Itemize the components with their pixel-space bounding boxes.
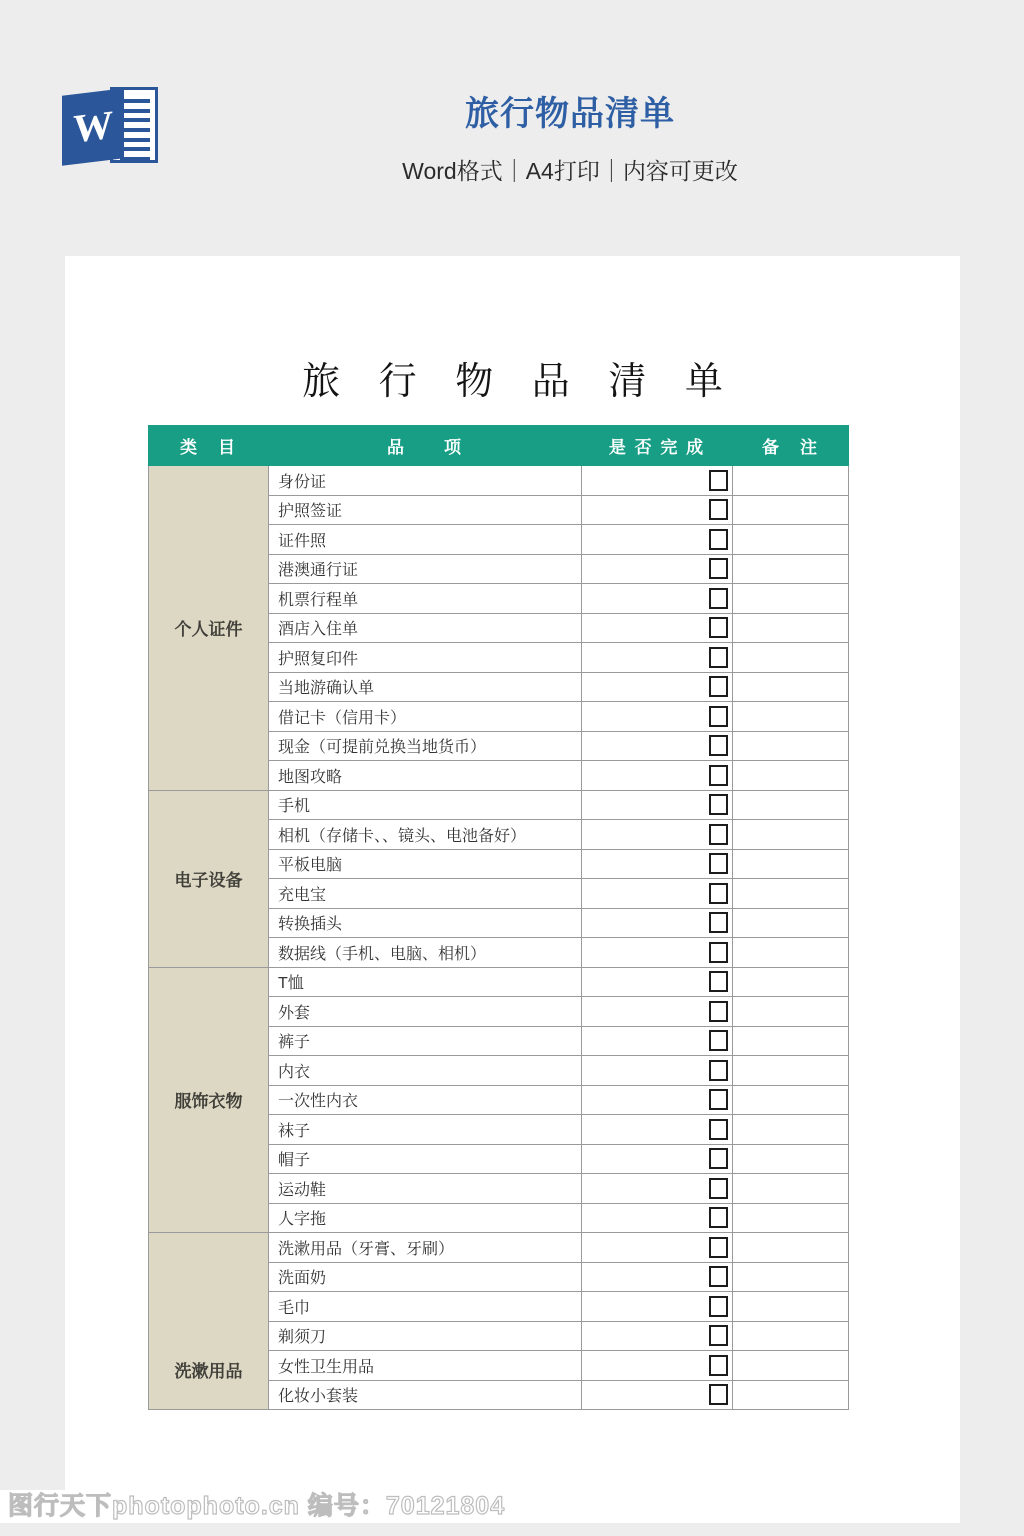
note-cell	[733, 1056, 849, 1086]
checkbox[interactable]	[709, 912, 728, 933]
banner-title: 旅行物品清单	[465, 95, 675, 133]
banner-subtitle: Word格式｜A4打印｜内容可更改	[402, 158, 738, 185]
checkbox[interactable]	[709, 1148, 728, 1169]
checkbox[interactable]	[709, 588, 728, 609]
header-done: 是 否 完 成	[582, 426, 733, 466]
item-cell: 一次性内衣	[269, 1085, 582, 1115]
done-cell	[582, 1351, 733, 1381]
done-cell	[582, 525, 733, 555]
checkbox[interactable]	[709, 824, 728, 845]
checkbox[interactable]	[709, 1001, 728, 1022]
item-cell: 地图攻略	[269, 761, 582, 791]
done-cell	[582, 879, 733, 909]
note-cell	[733, 1085, 849, 1115]
item-cell: 裤子	[269, 1026, 582, 1056]
header-item: 品 项	[269, 426, 582, 466]
template-banner	[0, 0, 1024, 256]
checkbox[interactable]	[709, 971, 728, 992]
note-cell	[733, 495, 849, 525]
done-cell	[582, 554, 733, 584]
note-cell	[733, 613, 849, 643]
note-cell	[733, 997, 849, 1027]
item-cell: 女性卫生用品	[269, 1351, 582, 1381]
checkbox[interactable]	[709, 1030, 728, 1051]
note-cell	[733, 554, 849, 584]
done-cell	[582, 1174, 733, 1204]
document-page	[65, 256, 960, 1522]
note-cell	[733, 820, 849, 850]
item-cell: T恤	[269, 967, 582, 997]
header-category: 类 目	[149, 426, 269, 466]
checkbox[interactable]	[709, 1355, 728, 1376]
checkbox[interactable]	[709, 1089, 728, 1110]
item-cell: 化妆小套装	[269, 1380, 582, 1410]
done-cell	[582, 1233, 733, 1263]
word-icon-letter: W	[73, 101, 113, 152]
note-cell	[733, 584, 849, 614]
done-cell	[582, 1321, 733, 1351]
item-cell: 相机（存储卡、、镜头、电池备好）	[269, 820, 582, 850]
done-cell	[582, 1026, 733, 1056]
table-row	[149, 967, 849, 997]
done-cell	[582, 790, 733, 820]
category-label: 服饰衣物	[174, 1092, 243, 1112]
done-cell	[582, 820, 733, 850]
checkbox[interactable]	[709, 765, 728, 786]
done-cell	[582, 908, 733, 938]
table-row	[149, 466, 849, 496]
checkbox[interactable]	[709, 470, 728, 491]
note-cell	[733, 672, 849, 702]
done-cell	[582, 1262, 733, 1292]
done-cell	[582, 967, 733, 997]
checkbox[interactable]	[709, 617, 728, 638]
banner-text-block	[320, 0, 820, 186]
checkbox[interactable]	[709, 499, 728, 520]
checkbox[interactable]	[709, 1266, 728, 1287]
note-cell	[733, 731, 849, 761]
word-icon	[62, 84, 158, 170]
table-row	[149, 790, 849, 820]
checklist-table	[148, 425, 849, 1410]
note-cell	[733, 1026, 849, 1056]
note-cell	[733, 1380, 849, 1410]
category-label: 个人证件	[174, 620, 243, 640]
checkbox[interactable]	[709, 1178, 728, 1199]
item-cell: 转换插头	[269, 908, 582, 938]
document-title: 旅 行 物 品 清 单	[302, 361, 737, 403]
checkbox[interactable]	[709, 883, 728, 904]
checkbox[interactable]	[709, 735, 728, 756]
item-cell: 洗漱用品（牙膏、牙刷）	[269, 1233, 582, 1263]
item-cell: 护照复印件	[269, 643, 582, 673]
done-cell	[582, 1085, 733, 1115]
item-cell: 机票行程单	[269, 584, 582, 614]
item-cell: 平板电脑	[269, 849, 582, 879]
item-cell: 袜子	[269, 1115, 582, 1145]
item-cell: 酒店入住单	[269, 613, 582, 643]
note-cell	[733, 1292, 849, 1322]
item-cell: 外套	[269, 997, 582, 1027]
note-cell	[733, 1174, 849, 1204]
note-cell	[733, 1262, 849, 1292]
done-cell	[582, 672, 733, 702]
done-cell	[582, 1056, 733, 1086]
word-icon-text-lines	[120, 99, 150, 161]
note-cell	[733, 790, 849, 820]
item-cell: 运动鞋	[269, 1174, 582, 1204]
item-cell: 内衣	[269, 1056, 582, 1086]
done-cell	[582, 761, 733, 791]
item-cell: 港澳通行证	[269, 554, 582, 584]
item-cell: 手机	[269, 790, 582, 820]
checkbox[interactable]	[709, 558, 728, 579]
header-note: 备 注	[733, 426, 849, 466]
note-cell	[733, 1144, 849, 1174]
checkbox[interactable]	[709, 676, 728, 697]
category-label: 电子设备	[174, 871, 243, 890]
note-cell	[733, 1321, 849, 1351]
item-cell: 身份证	[269, 466, 582, 496]
checkbox[interactable]	[709, 1060, 728, 1081]
item-cell: 洗面奶	[269, 1262, 582, 1292]
item-cell: 帽子	[269, 1144, 582, 1174]
item-cell: 毛巾	[269, 1292, 582, 1322]
done-cell	[582, 731, 733, 761]
done-cell	[582, 643, 733, 673]
checkbox[interactable]	[709, 1119, 728, 1140]
checkbox[interactable]	[709, 1384, 728, 1405]
watermark-bar	[0, 1490, 960, 1523]
done-cell	[582, 1203, 733, 1233]
category-cell	[149, 466, 269, 791]
item-cell: 护照签证	[269, 495, 582, 525]
item-cell: 充电宝	[269, 879, 582, 909]
item-cell: 剃须刀	[269, 1321, 582, 1351]
note-cell	[733, 702, 849, 732]
checkbox[interactable]	[709, 794, 728, 815]
word-icon-w-panel	[62, 88, 124, 166]
done-cell	[582, 997, 733, 1027]
category-cell	[149, 1233, 269, 1410]
done-cell	[582, 613, 733, 643]
note-cell	[733, 761, 849, 791]
note-cell	[733, 643, 849, 673]
item-cell: 人字拖	[269, 1203, 582, 1233]
done-cell	[582, 1380, 733, 1410]
category-cell	[149, 967, 269, 1233]
checkbox[interactable]	[709, 706, 728, 727]
note-cell	[733, 525, 849, 555]
item-cell: 现金（可提前兑换当地货币）	[269, 731, 582, 761]
watermark-text: 图行天下photophoto.cn 编号：70121804	[8, 1492, 506, 1520]
note-cell	[733, 938, 849, 968]
note-cell	[733, 1351, 849, 1381]
item-cell: 借记卡（信用卡）	[269, 702, 582, 732]
checkbox[interactable]	[709, 1207, 728, 1228]
item-cell: 数据线（手机、电脑、相机）	[269, 938, 582, 968]
done-cell	[582, 584, 733, 614]
note-cell	[733, 1203, 849, 1233]
done-cell	[582, 1292, 733, 1322]
done-cell	[582, 849, 733, 879]
category-label: 洗漱用品	[174, 1361, 243, 1381]
note-cell	[733, 879, 849, 909]
done-cell	[582, 702, 733, 732]
done-cell	[582, 938, 733, 968]
checkbox[interactable]	[709, 1237, 728, 1258]
done-cell	[582, 1144, 733, 1174]
checkbox[interactable]	[709, 1325, 728, 1346]
checkbox[interactable]	[709, 853, 728, 874]
table-row	[149, 1233, 849, 1263]
done-cell	[582, 466, 733, 496]
note-cell	[733, 967, 849, 997]
item-cell: 当地游确认单	[269, 672, 582, 702]
table-header-row	[149, 426, 849, 466]
item-cell: 证件照	[269, 525, 582, 555]
done-cell	[582, 495, 733, 525]
note-cell	[733, 466, 849, 496]
note-cell	[733, 1233, 849, 1263]
checkbox[interactable]	[709, 1296, 728, 1317]
note-cell	[733, 849, 849, 879]
checkbox[interactable]	[709, 529, 728, 550]
checkbox[interactable]	[709, 942, 728, 963]
note-cell	[733, 1115, 849, 1145]
note-cell	[733, 908, 849, 938]
done-cell	[582, 1115, 733, 1145]
checkbox[interactable]	[709, 647, 728, 668]
category-cell	[149, 790, 269, 967]
